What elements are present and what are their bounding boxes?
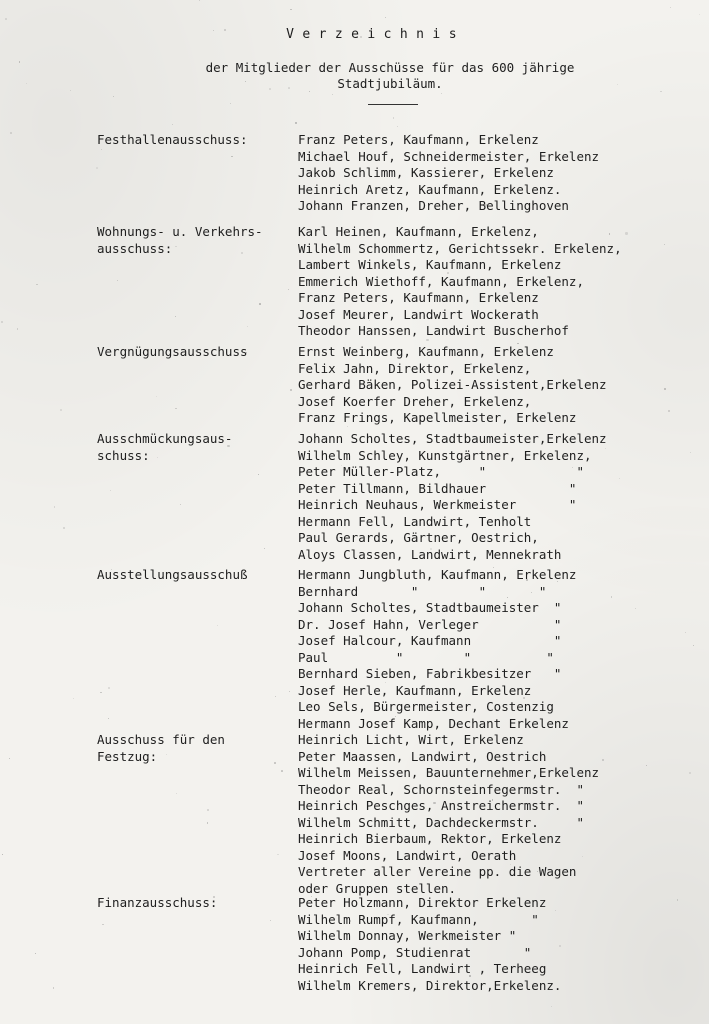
member-entry: Wilhelm Kremers, Direktor,Erkelenz. xyxy=(298,977,562,993)
member-entry: Vertreter aller Vereine pp. die Wagen xyxy=(298,864,577,879)
page-title: V e r z e i c h n i s xyxy=(286,27,457,42)
paper-speckle xyxy=(35,953,36,954)
member-entry: Paul Gerards, Gärtner, Oestrich, xyxy=(298,530,539,545)
paper-speckle xyxy=(117,280,118,281)
paper-speckle xyxy=(101,149,102,150)
paper-speckle xyxy=(551,1006,552,1007)
member-entry: Franz Peters, Kaufmann, Erkelenz xyxy=(298,132,539,147)
member-entry: Josef Moons, Landwirt, Oerath xyxy=(298,847,517,863)
paper-speckle xyxy=(217,625,218,626)
member-list xyxy=(298,132,698,215)
member-entry: Heinrich Peschges, Anstreichermstr. " xyxy=(298,798,584,813)
paper-speckle xyxy=(231,156,232,157)
paper-speckle xyxy=(259,303,261,305)
member-entry: Heinrich Licht, Wirt, Erkelenz xyxy=(298,732,524,747)
member-list xyxy=(298,895,698,994)
paper-speckle xyxy=(63,527,64,528)
paper-speckle xyxy=(290,9,291,10)
paper-speckle xyxy=(230,103,231,104)
member-entry: Leo Sels, Bürgermeister, Costenzig xyxy=(298,699,554,714)
paper-speckle xyxy=(295,122,296,123)
committee-name: Ausschuss für den Festzug: xyxy=(97,732,225,764)
paper-speckle xyxy=(441,93,442,94)
paper-speckle xyxy=(270,920,271,921)
paper-speckle xyxy=(207,809,209,811)
committee-name: Ausstellungsausschuß xyxy=(97,567,248,582)
paper-speckle xyxy=(9,758,10,759)
paper-speckle xyxy=(108,687,110,689)
paper-speckle xyxy=(290,389,292,391)
committee-name: Ausschmückungsaus- schuss: xyxy=(97,431,233,463)
member-entry: Gerhard Bäken, Polizei-Assistent,Erkelenz xyxy=(298,377,607,392)
paper-speckle xyxy=(60,409,62,411)
member-entry: Emmerich Wiethoff, Kaufmann, Erkelenz, xyxy=(298,273,584,289)
member-entry: Aloys Classen, Landwirt, Mennekrath xyxy=(298,546,562,562)
paper-speckle xyxy=(393,117,394,118)
paper-speckle xyxy=(53,987,54,988)
member-entry: Bernhard " " " xyxy=(298,583,547,599)
page-subtitle: der Mitglieder der Ausschüsse für das 600 jährige Stadtjubiläum. xyxy=(205,60,575,91)
paper-speckle xyxy=(199,0,200,1)
member-entry: Johann Scholtes, Stadtbaumeister " xyxy=(298,600,562,615)
member-entry: Franz Peters, Kaufmann, Erkelenz xyxy=(298,290,539,305)
paper-speckle xyxy=(180,504,181,505)
member-entry: Josef Koerfer Dreher, Erkelenz, xyxy=(298,393,532,409)
member-list xyxy=(298,224,698,340)
member-entry: Heinrich Fell, Landwirt , Terheeg xyxy=(298,961,547,976)
member-entry: Ernst Weinberg, Kaufmann, Erkelenz xyxy=(298,344,554,359)
title-divider xyxy=(368,104,418,105)
member-list xyxy=(298,344,698,427)
paper-speckle xyxy=(176,793,177,794)
paper-speckle xyxy=(332,94,333,95)
paper-speckle xyxy=(108,718,109,719)
member-entry: Wilhelm Schommertz, Gerichtssekr. Erkelenz, xyxy=(298,240,622,256)
member-entry: Michael Houf, Schneidermeister, Erkelenz xyxy=(298,148,600,164)
paper-speckle xyxy=(10,132,12,134)
member-entry: Theodor Hanssen, Landwirt Buscherhof xyxy=(298,323,569,338)
paper-speckle xyxy=(26,83,27,84)
paper-speckle xyxy=(156,396,157,397)
member-entry: Josef Meurer, Landwirt Wockerath xyxy=(298,306,539,322)
paper-speckle xyxy=(385,17,386,18)
member-entry: Franz Frings, Kapellmeister, Erkelenz xyxy=(298,410,577,425)
paper-speckle xyxy=(670,7,671,8)
member-entry: Karl Heinen, Kaufmann, Erkelenz, xyxy=(298,224,539,239)
member-entry: Jakob Schlimm, Kassierer, Erkelenz xyxy=(298,165,554,180)
paper-speckle xyxy=(2,854,3,855)
committee-name: Wohnungs- u. Verkehrs- ausschuss: xyxy=(97,224,263,256)
member-entry: Paul " " " xyxy=(298,649,554,665)
member-entry: Peter Holzmann, Direktor Erkelenz xyxy=(298,895,547,910)
member-list xyxy=(298,567,698,732)
paper-speckle xyxy=(264,548,265,549)
paper-speckle xyxy=(54,506,56,508)
member-entry: oder Gruppen stellen. xyxy=(298,880,457,896)
paper-speckle xyxy=(73,698,74,699)
member-entry: Heinrich Aretz, Kaufmann, Erkelenz. xyxy=(298,181,562,197)
member-entry: Dr. Josef Hahn, Verleger " xyxy=(298,616,562,632)
member-entry: Josef Herle, Kaufmann, Erkelenz xyxy=(298,682,532,698)
member-entry: Lambert Winkels, Kaufmann, Erkelenz xyxy=(298,257,562,272)
member-entry: Josef Halcour, Kaufmann " xyxy=(298,633,562,648)
paper-speckle xyxy=(70,90,72,92)
member-list xyxy=(298,732,698,897)
member-entry: Hermann Josef Kamp, Dechant Erkelenz xyxy=(298,715,569,731)
paper-speckle xyxy=(96,167,98,169)
paper-speckle xyxy=(247,326,248,327)
paper-speckle xyxy=(275,696,276,697)
paper-speckle xyxy=(699,14,700,15)
paper-speckle xyxy=(277,854,279,856)
committee-name: Festhallenausschuss: xyxy=(97,132,248,147)
member-entry: Peter Tillmann, Bildhauer " xyxy=(298,480,577,496)
paper-speckle xyxy=(1,321,3,323)
member-entry: Wilhelm Schmitt, Dachdeckermstr. " xyxy=(298,814,584,830)
paper-speckle xyxy=(258,474,259,475)
member-entry: Hermann Fell, Landwirt, Tenholt xyxy=(298,513,532,529)
paper-speckle xyxy=(660,91,661,92)
committee-name: Finanzausschuss: xyxy=(97,895,218,910)
paper-speckle xyxy=(113,96,114,97)
committee-name: Vergnügungsausschuss xyxy=(97,344,248,359)
paper-speckle xyxy=(110,490,111,491)
paper-speckle xyxy=(288,289,290,291)
member-entry: Felix Jahn, Direktor, Erkelenz, xyxy=(298,360,532,376)
member-entry: Wilhelm Meissen, Bauunternehmer,Erkelenz xyxy=(298,765,600,780)
paper-speckle xyxy=(289,691,290,692)
member-entry: Johann Scholtes, Stadtbaumeister,Erkelenz xyxy=(298,431,607,446)
member-entry: Wilhelm Rumpf, Kaufmann, " xyxy=(298,911,539,927)
member-entry: Johann Pomp, Studienrat " xyxy=(298,944,532,960)
paper-speckle xyxy=(36,284,37,285)
member-entry: Heinrich Bierbaum, Rektor, Erkelenz xyxy=(298,831,562,846)
paper-speckle xyxy=(175,316,176,317)
paper-speckle xyxy=(102,924,104,926)
paper-speckle xyxy=(172,124,173,125)
paper-speckle xyxy=(175,408,176,409)
member-entry: Hermann Jungbluth, Kaufmann, Erkelenz xyxy=(298,567,577,582)
member-entry: Peter Maassen, Landwirt, Oestrich xyxy=(298,748,547,764)
paper-speckle xyxy=(397,126,398,127)
paper-speckle xyxy=(19,61,20,62)
member-entry: Wilhelm Schley, Kunstgärtner, Erkelenz, xyxy=(298,447,592,463)
member-entry: Bernhard Sieben, Fabrikbesitzer " xyxy=(298,666,562,681)
member-entry: Heinrich Neuhaus, Werkmeister " xyxy=(298,497,577,512)
member-entry: Johann Franzen, Dreher, Bellinghoven xyxy=(298,198,569,213)
member-entry: Theodor Real, Schornsteinfegermstr. " xyxy=(298,781,584,797)
member-entry: Wilhelm Donnay, Werkmeister " xyxy=(298,928,517,943)
paper-speckle xyxy=(5,18,7,20)
paper-speckle xyxy=(100,692,102,694)
member-list xyxy=(298,431,698,563)
paper-speckle xyxy=(207,822,208,823)
paper-speckle xyxy=(17,328,18,329)
member-entry: Peter Müller-Platz, " " xyxy=(298,464,584,479)
paper-speckle xyxy=(281,770,283,772)
